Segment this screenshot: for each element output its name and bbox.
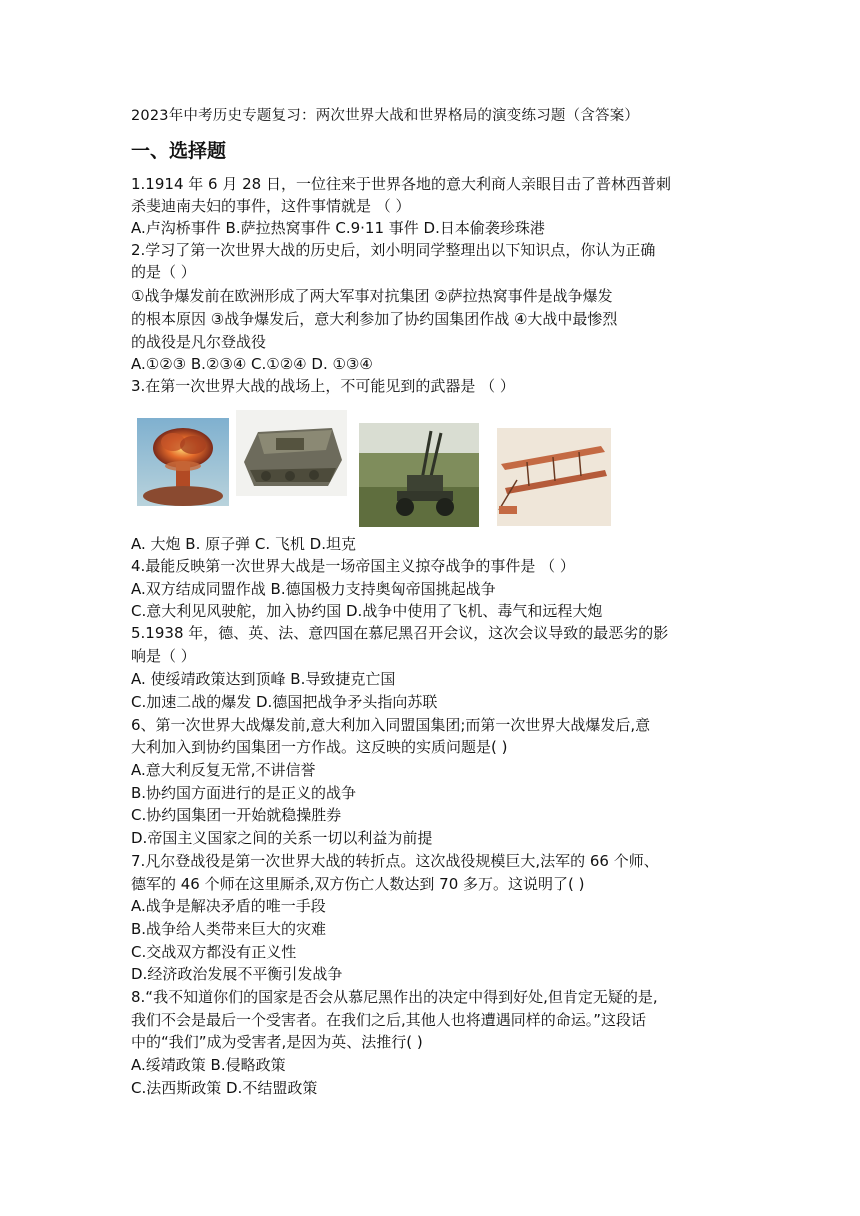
ww1-tank-image xyxy=(236,410,347,496)
q8-option-ab: A.绥靖政策 B.侵略政策 xyxy=(131,1056,286,1074)
q6-option-b: B.协约国方面进行的是正义的战争 xyxy=(131,784,357,802)
q6-line-2: 大利加入到协约国集团一方作战。这反映的实质问题是( ) xyxy=(131,738,508,756)
q8-line-2: 我们不会是最后一个受害者。在我们之后,其他人也将遭遇同样的命运。”这段话 xyxy=(131,1011,647,1029)
q6-option-c: C.协约国集团一开始就稳操胜券 xyxy=(131,806,342,824)
section-heading: 一、选择题 xyxy=(131,140,227,162)
q6-option-a: A.意大利反复无常,不讲信誉 xyxy=(131,761,316,779)
q5-line-4: C.加速二战的爆发 D.德国把战争矛头指向苏联 xyxy=(131,693,438,711)
q8-option-cd: C.法西斯政策 D.不结盟政策 xyxy=(131,1079,318,1097)
q4-line-3: C.意大利见风驶舵，加入协约国 D.战争中使用了飞机、毒气和远程大炮 xyxy=(131,602,603,620)
early-biplane-image xyxy=(497,428,611,526)
q2-line-1: 2.学习了第一次世界大战的历史后，刘小明同学整理出以下知识点，你认为正确 xyxy=(131,241,656,259)
q3-options: A. 大炮 B. 原子弹 C. 飞机 D.坦克 xyxy=(131,535,356,553)
q7-option-b: B.战争给人类带来巨大的灾难 xyxy=(131,920,327,938)
q2-line-5: 的战役是凡尔登战役 xyxy=(131,333,267,351)
q1-line-1: 1.1914 年 6 月 28 日，一位往来于世界各地的意大利商人亲眼目击了普林西普刺 xyxy=(131,175,671,193)
q1-options: A.卢沟桥事件 B.萨拉热窝事件 C.9·11 事件 D.日本偷袭珍珠港 xyxy=(131,219,545,237)
q2-line-4: 的根本原因 ③战争爆发后，意大利参加了协约国集团作战 ④大战中最惨烈 xyxy=(131,310,618,328)
q7-line-2: 德军的 46 个师在这里厮杀,双方伤亡人数达到 70 多万。这说明了( ) xyxy=(131,875,585,893)
q1-line-2: 杀斐迪南夫妇的事件，这件事情就是 （ ） xyxy=(131,197,411,215)
document-title: 2023年中考历史专题复习：两次世界大战和世界格局的演变练习题（含答案） xyxy=(131,108,640,124)
q3-line-1: 3.在第一次世界大战的战场上，不可能见到的武器是 （ ） xyxy=(131,377,515,395)
q6-line-1: 6、第一次世界大战爆发前,意大利加入同盟国集团;而第一次世界大战爆发后,意 xyxy=(131,716,651,734)
q5-line-1: 5.1938 年，德、英、法、意四国在慕尼黑召开会议，这次会议导致的最恶劣的影 xyxy=(131,624,669,642)
q7-option-a: A.战争是解决矛盾的唯一手段 xyxy=(131,897,326,915)
q6-option-d: D.帝国主义国家之间的关系一切以利益为前提 xyxy=(131,829,433,847)
q8-line-1: 8.“我不知道你们的国家是否会从慕尼黑作出的决定中得到好处,但肯定无疑的是, xyxy=(131,988,658,1006)
q2-line-2: 的是（ ） xyxy=(131,263,196,281)
q4-line-2: A.双方结成同盟作战 B.德国极力支持奥匈帝国挑起战争 xyxy=(131,580,496,598)
q2-line-3: ①战争爆发前在欧洲形成了两大军事对抗集团 ②萨拉热窝事件是战争爆发 xyxy=(131,287,613,305)
mushroom-cloud-image xyxy=(137,418,229,506)
q2-options: A.①②③ B.②③④ C.①②④ D. ①③④ xyxy=(131,355,373,373)
q8-line-3: 中的“我们”成为受害者,是因为英、法推行( ) xyxy=(131,1033,423,1051)
q7-option-c: C.交战双方都没有正义性 xyxy=(131,943,297,961)
q7-option-d: D.经济政治发展不平衡引发战争 xyxy=(131,965,343,983)
q7-line-1: 7.凡尔登战役是第一次世界大战的转折点。这次战役规模巨大,法军的 66 个师、 xyxy=(131,852,659,870)
q4-line-1: 4.最能反映第一次世界大战是一场帝国主义掠夺战争的事件是 （ ） xyxy=(131,557,575,575)
q5-line-2: 响是（ ） xyxy=(131,647,196,665)
anti-aircraft-gun-image xyxy=(359,423,479,527)
q5-line-3: A. 使绥靖政策达到顶峰 B.导致捷克亡国 xyxy=(131,670,396,688)
